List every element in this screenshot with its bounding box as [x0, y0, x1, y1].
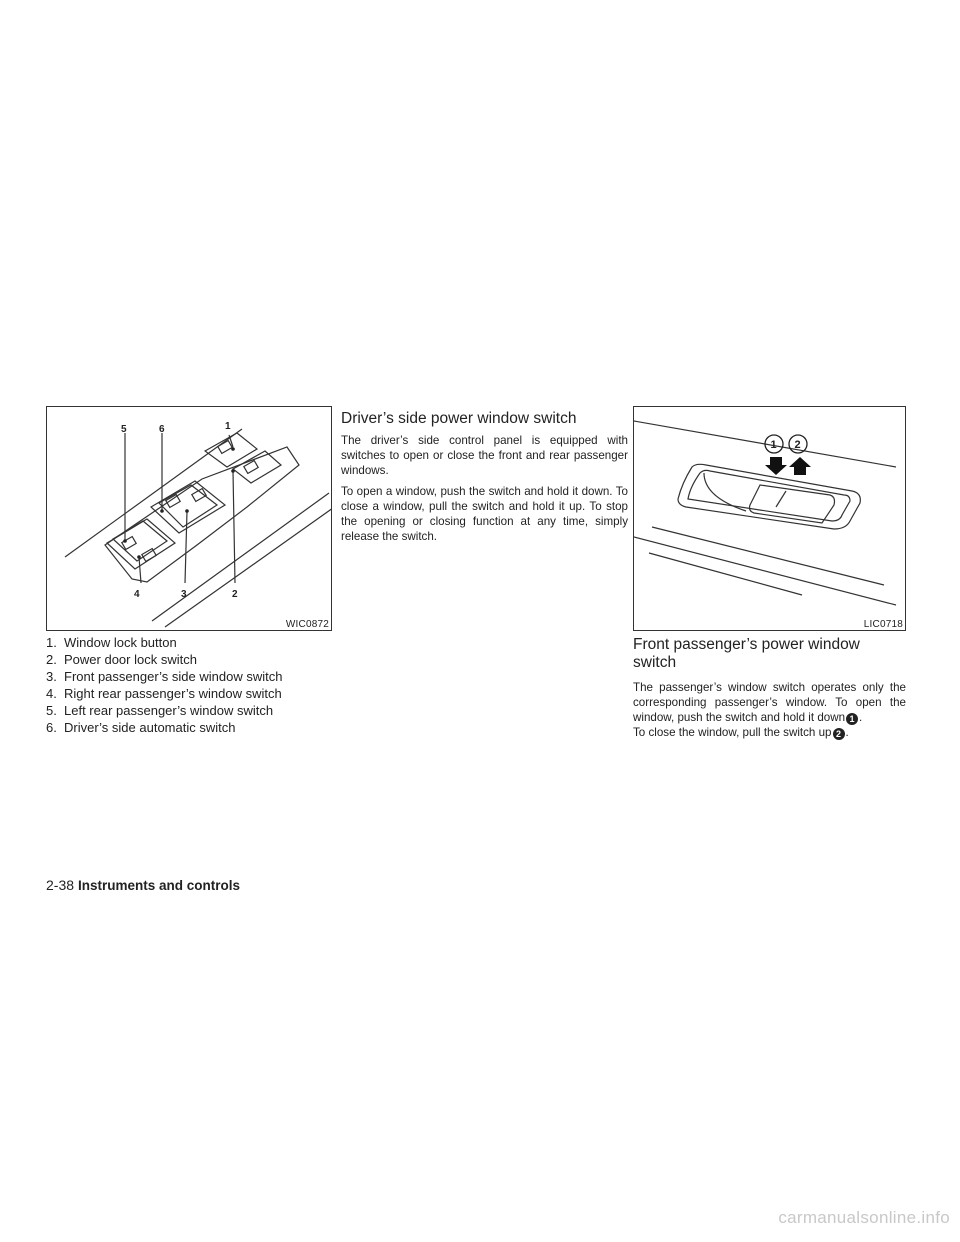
- callout-1: 1: [770, 439, 777, 451]
- watermark: carmanualsonline.info: [778, 1208, 950, 1227]
- section-heading-drivers-switch: Driver’s side power window switch: [341, 410, 577, 427]
- callout-5: 5: [121, 424, 127, 435]
- marker-2-icon: 2: [833, 728, 845, 740]
- callout-2: 2: [232, 589, 238, 600]
- drivers-switch-paragraph-1: The driver’s side control panel is equipped with switches to open or close the front and rear passenger windows.: [341, 434, 628, 477]
- figure-passenger-switch: [633, 406, 906, 631]
- page-number: 2-38: [46, 877, 75, 893]
- legend-item: 5. Left rear passenger’s window switch: [46, 703, 274, 718]
- legend-item: 6. Driver’s side automatic switch: [46, 720, 236, 735]
- legend-item: 3. Front passenger’s side window switch: [46, 669, 283, 684]
- figure-driver-switch-panel: [46, 406, 332, 631]
- section-name: Instruments and controls: [78, 878, 241, 893]
- legend-item: 1. Window lock button: [46, 635, 177, 650]
- passenger-switch-paragraph: The passenger’s window switch operates only the corresponding passenger’s window. To open the window, push the switch and hold it down 1 . To close the window, pull the switch up 2 .: [633, 681, 906, 739]
- marker-1-icon: 1: [846, 713, 858, 725]
- figure-code: LIC0718: [863, 619, 903, 630]
- callout-1: 1: [225, 421, 231, 432]
- passenger-switch-illustration: [634, 407, 906, 631]
- legend-item: 2. Power door lock switch: [46, 652, 197, 667]
- callout-2: 2: [794, 439, 801, 451]
- drivers-switch-paragraph-2: To open a window, push the switch and hold it down. To close a window, pull the switch and hold it up. To stop the opening or closing function at any time, simply release the switch.: [341, 485, 628, 543]
- section-heading-passenger-switch: Front passenger’s power window switch: [633, 636, 860, 671]
- driver-switch-panel-illustration: [47, 407, 332, 631]
- callout-3: 3: [181, 589, 187, 600]
- figure-legend-list: [46, 634, 282, 736]
- callout-4: 4: [134, 589, 140, 600]
- legend-item: 4. Right rear passenger’s window switch: [46, 686, 282, 701]
- callout-6: 6: [159, 424, 165, 435]
- figure-code: WIC0872: [285, 619, 329, 630]
- page-footer: [46, 877, 240, 893]
